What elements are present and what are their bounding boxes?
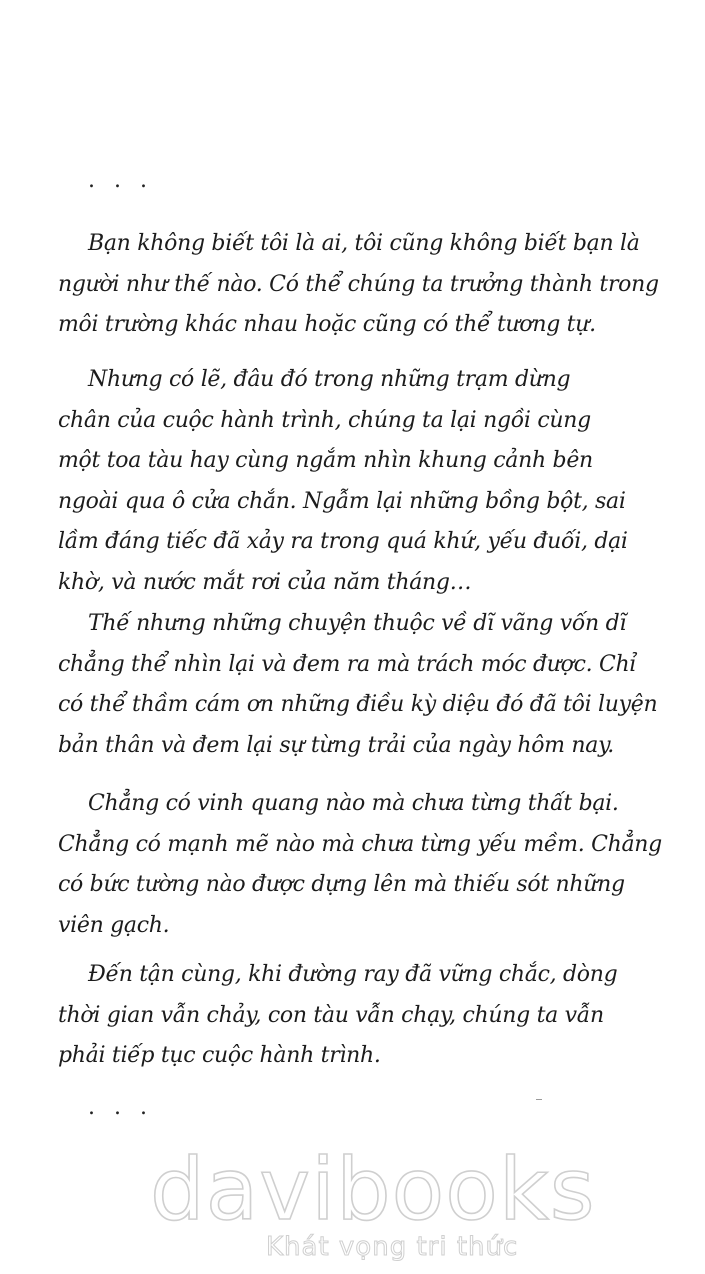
paragraph-line: chân của cuộc hành trình, chúng ta lại ngồi cùng — [58, 407, 591, 433]
paragraph-line: bản thân và đem lại sự từng trải của ngày hôm nay. — [58, 732, 614, 758]
davibooks-watermark — [150, 1140, 596, 1270]
paragraph-line: Nhưng có lẽ, đâu đó trong những trạm dừng — [88, 367, 571, 392]
paragraph-line: một toa tàu hay cùng ngắm nhìn khung cảnh bên — [58, 448, 593, 473]
paragraph-line: phải tiếp tục cuộc hành trình. — [58, 1043, 381, 1068]
watermark-brand: davibooks — [150, 1140, 596, 1240]
paragraph-5 — [58, 955, 618, 1077]
paragraph-line: thời gian vẫn chảy, con tàu vẫn chạy, chúng ta vẫn — [58, 1002, 604, 1028]
paragraph-line: có thể thầm cám ơn những điều kỳ diệu đó đã tôi luyện — [58, 692, 658, 717]
paragraph-2 — [58, 360, 628, 603]
paragraph-4 — [58, 784, 662, 946]
paragraph-line: người như thế nào. Có thể chúng ta trưởng thành trong — [58, 271, 659, 297]
watermark-tagline: Khát vọng tri thức — [266, 1232, 519, 1262]
top-ellipsis: . . . — [88, 168, 153, 193]
paragraph-line: khờ, và nước mắt rơi của năm tháng… — [58, 569, 472, 595]
paragraph-line: viên gạch. — [58, 912, 170, 938]
paragraph-line: có bức tường nào được dựng lên mà thiếu sót những — [58, 872, 625, 897]
paragraph-line: ngoài qua ô cửa chắn. Ngẫm lại những bồng bột, sai — [58, 488, 626, 514]
paragraph-line: Đến tận cùng, khi đường ray đã vững chắc, dòng — [88, 962, 618, 987]
bottom-ellipsis: . . . — [88, 1095, 153, 1120]
paragraph-line: môi trường khác nhau hoặc cũng có thể tương tự. — [58, 312, 596, 337]
paragraph-line: Chẳng có vinh quang nào mà chưa từng thất bại. — [88, 791, 619, 816]
paragraph-line: Thế nhưng những chuyện thuộc về dĩ vãng vốn dĩ — [88, 611, 627, 636]
paragraph-line: Bạn không biết tôi là ai, tôi cũng không biết bạn là — [88, 231, 640, 256]
paragraph-3 — [58, 604, 658, 766]
paragraph-line: lầm đáng tiếc đã xảy ra trong quá khứ, yếu đuối, dại — [58, 529, 628, 554]
paragraph-1 — [58, 224, 659, 346]
print-speck — [536, 1099, 542, 1100]
paragraph-line: chẳng thể nhìn lại và đem ra mà trách móc được. Chỉ — [58, 651, 637, 677]
paragraph-line: Chẳng có mạnh mẽ nào mà chưa từng yếu mềm. Chẳng — [58, 831, 662, 857]
